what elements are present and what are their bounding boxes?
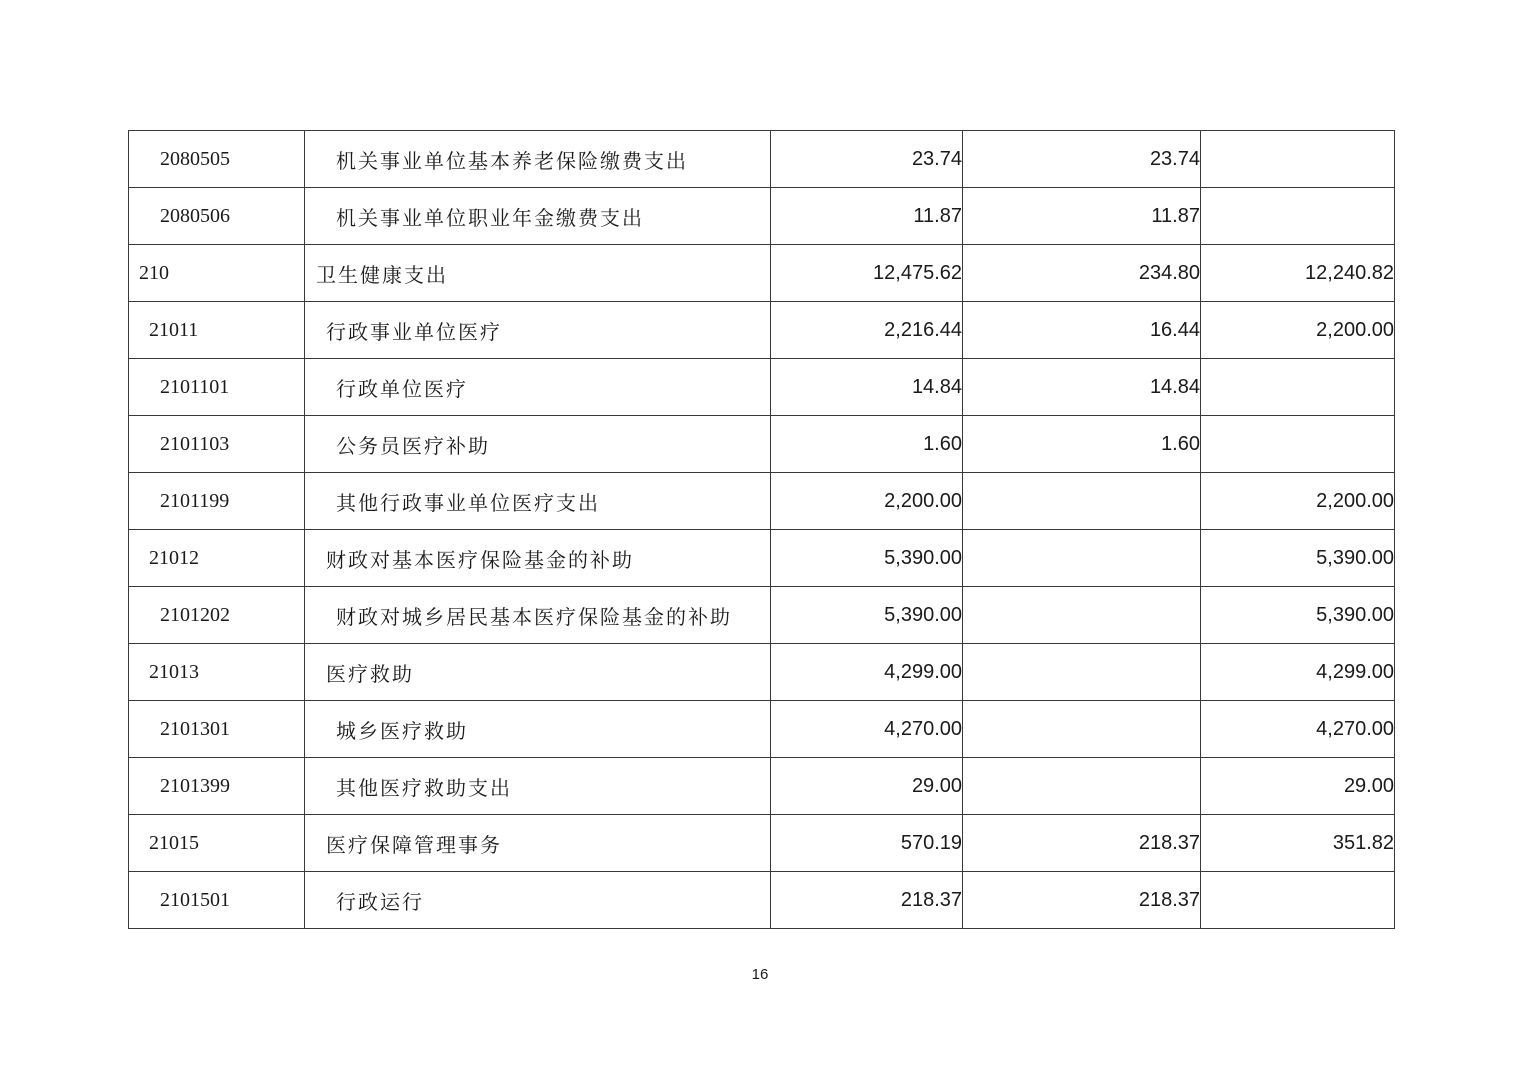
subject-name-cell: 其他行政事业单位医疗支出 (305, 473, 771, 530)
project-expenditure-cell (1201, 872, 1395, 929)
total-amount-cell: 11.87 (771, 188, 963, 245)
subject-code-cell: 21012 (129, 530, 305, 587)
total-amount-cell: 2,216.44 (771, 302, 963, 359)
basic-expenditure-cell: 16.44 (963, 302, 1201, 359)
subject-code-cell: 2101301 (129, 701, 305, 758)
subject-name-cell: 行政运行 (305, 872, 771, 929)
subject-name-cell: 财政对城乡居民基本医疗保险基金的补助 (305, 587, 771, 644)
table-body (129, 131, 1395, 929)
total-amount-cell: 5,390.00 (771, 587, 963, 644)
subject-code-cell: 2101202 (129, 587, 305, 644)
project-expenditure-cell (1201, 359, 1395, 416)
project-expenditure-cell: 12,240.82 (1201, 245, 1395, 302)
subject-code-cell: 21011 (129, 302, 305, 359)
page-number: 16 (751, 966, 769, 983)
table-row (129, 758, 1395, 815)
table-row (129, 245, 1395, 302)
subject-code-cell: 210 (129, 245, 305, 302)
total-amount-cell: 14.84 (771, 359, 963, 416)
subject-name-cell: 行政事业单位医疗 (305, 302, 771, 359)
project-expenditure-cell: 351.82 (1201, 815, 1395, 872)
table-row (129, 473, 1395, 530)
subject-code-cell: 21015 (129, 815, 305, 872)
total-amount-cell: 218.37 (771, 872, 963, 929)
basic-expenditure-cell: 218.37 (963, 872, 1201, 929)
basic-expenditure-cell (963, 587, 1201, 644)
project-expenditure-cell (1201, 131, 1395, 188)
total-amount-cell: 12,475.62 (771, 245, 963, 302)
total-amount-cell: 5,390.00 (771, 530, 963, 587)
subject-name-cell: 机关事业单位基本养老保险缴费支出 (305, 131, 771, 188)
subject-code-cell: 21013 (129, 644, 305, 701)
project-expenditure-cell: 29.00 (1201, 758, 1395, 815)
table-row (129, 302, 1395, 359)
basic-expenditure-cell: 1.60 (963, 416, 1201, 473)
table-row (129, 587, 1395, 644)
table-row (129, 701, 1395, 758)
table-row (129, 815, 1395, 872)
total-amount-cell: 4,299.00 (771, 644, 963, 701)
basic-expenditure-cell (963, 644, 1201, 701)
project-expenditure-cell: 5,390.00 (1201, 587, 1395, 644)
total-amount-cell: 2,200.00 (771, 473, 963, 530)
table-row (129, 872, 1395, 929)
project-expenditure-cell: 4,270.00 (1201, 701, 1395, 758)
project-expenditure-cell (1201, 416, 1395, 473)
total-amount-cell: 29.00 (771, 758, 963, 815)
subject-name-cell: 医疗保障管理事务 (305, 815, 771, 872)
basic-expenditure-cell: 14.84 (963, 359, 1201, 416)
project-expenditure-cell: 4,299.00 (1201, 644, 1395, 701)
project-expenditure-cell: 2,200.00 (1201, 473, 1395, 530)
total-amount-cell: 23.74 (771, 131, 963, 188)
subject-name-cell: 公务员医疗补助 (305, 416, 771, 473)
subject-code-cell: 2101399 (129, 758, 305, 815)
table-row (129, 188, 1395, 245)
table-row (129, 359, 1395, 416)
table-row (129, 530, 1395, 587)
basic-expenditure-cell: 23.74 (963, 131, 1201, 188)
basic-expenditure-cell (963, 473, 1201, 530)
total-amount-cell: 570.19 (771, 815, 963, 872)
subject-name-cell: 城乡医疗救助 (305, 701, 771, 758)
subject-code-cell: 2101103 (129, 416, 305, 473)
subject-code-cell: 2101101 (129, 359, 305, 416)
project-expenditure-cell (1201, 188, 1395, 245)
subject-code-cell: 2080505 (129, 131, 305, 188)
subject-code-cell: 2101199 (129, 473, 305, 530)
table-row (129, 416, 1395, 473)
total-amount-cell: 1.60 (771, 416, 963, 473)
subject-name-cell: 其他医疗救助支出 (305, 758, 771, 815)
basic-expenditure-cell (963, 530, 1201, 587)
subject-code-cell: 2080506 (129, 188, 305, 245)
project-expenditure-cell: 5,390.00 (1201, 530, 1395, 587)
basic-expenditure-cell: 11.87 (963, 188, 1201, 245)
subject-code-cell: 2101501 (129, 872, 305, 929)
table-row (129, 131, 1395, 188)
subject-name-cell: 机关事业单位职业年金缴费支出 (305, 188, 771, 245)
subject-name-cell: 卫生健康支出 (305, 245, 771, 302)
table-row (129, 644, 1395, 701)
subject-name-cell: 医疗救助 (305, 644, 771, 701)
basic-expenditure-cell: 234.80 (963, 245, 1201, 302)
budget-table (128, 130, 1395, 929)
subject-name-cell: 财政对基本医疗保险基金的补助 (305, 530, 771, 587)
subject-name-cell: 行政单位医疗 (305, 359, 771, 416)
total-amount-cell: 4,270.00 (771, 701, 963, 758)
basic-expenditure-cell (963, 758, 1201, 815)
basic-expenditure-cell (963, 701, 1201, 758)
project-expenditure-cell: 2,200.00 (1201, 302, 1395, 359)
basic-expenditure-cell: 218.37 (963, 815, 1201, 872)
